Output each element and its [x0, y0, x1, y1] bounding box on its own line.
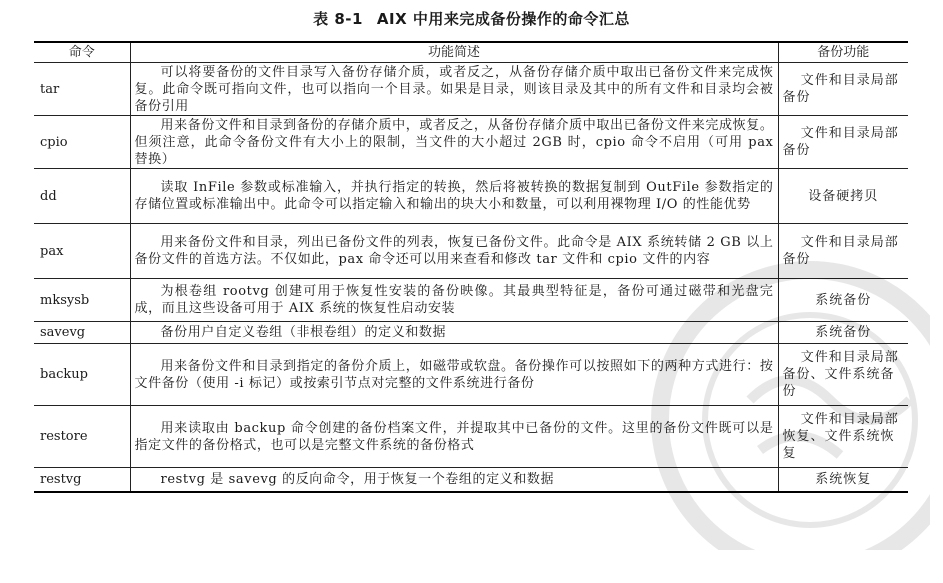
description-cell: 备份用户自定义卷组（非根卷组）的定义和数据	[130, 322, 778, 344]
header-description: 功能简述	[130, 42, 778, 63]
table-row	[34, 116, 908, 169]
table-caption	[0, 8, 943, 29]
function-cell: 系统备份	[778, 322, 908, 344]
command-cell: mksysb	[34, 279, 130, 322]
command-cell: backup	[34, 344, 130, 406]
command-cell: cpio	[34, 116, 130, 169]
function-cell: 文件和目录局部备份	[778, 63, 908, 116]
function-cell: 文件和目录局部备份	[778, 224, 908, 279]
command-cell: tar	[34, 63, 130, 116]
description-cell: 用来备份文件和目录到备份的存储介质中，或者反之，从备份存储介质中取出已备份文件来完成恢复。但须注意，此命令备份文件有大小上的限制，当文件的大小超过 2GB 时，cpio 命令不启用（可用 pax 替换）	[130, 116, 778, 169]
table-number: 表 8-1	[313, 10, 363, 28]
description-cell: 读取 InFile 参数或标准输入，并执行指定的转换，然后将被转换的数据复制到 OutFile 参数指定的存储位置或标准输出中。此命令可以指定输入和输出的块大小和数量，可以利用裸物理 I/O 的性能优势	[130, 169, 778, 224]
command-cell: pax	[34, 224, 130, 279]
header-command: 命令	[34, 42, 130, 63]
table-row	[34, 322, 908, 344]
command-cell: restore	[34, 406, 130, 468]
description-cell: 用来读取由 backup 命令创建的备份档案文件，并提取其中已备份的文件。这里的备份文件既可以是指定文件的备份格式，也可以是完整文件系统的备份格式	[130, 406, 778, 468]
header-backup-function: 备份功能	[778, 42, 908, 63]
description-cell: 用来备份文件和目录，列出已备份文件的列表，恢复已备份文件。此命令是 AIX 系统转储 2 GB 以上备份文件的首选方法。不仅如此，pax 命令还可以用来查看和修改 tar 文件和 cpio 文件的内容	[130, 224, 778, 279]
table-row	[34, 279, 908, 322]
command-cell: savevg	[34, 322, 130, 344]
command-summary-table	[34, 41, 908, 493]
description-cell: 可以将要备份的文件目录写入备份存储介质，或者反之，从备份存储介质中取出已备份文件来完成恢复。此命令既可指向文件，也可以指向一个目录。如果是目录，则该目录及其中的所有文件和目录均会被备份引用	[130, 63, 778, 116]
function-cell: 文件和目录局部恢复、文件系统恢复	[778, 406, 908, 468]
table-row	[34, 344, 908, 406]
table-row	[34, 63, 908, 116]
table-title: AIX 中用来完成备份操作的命令汇总	[376, 10, 630, 28]
function-cell: 文件和目录局部备份	[778, 116, 908, 169]
table-row	[34, 224, 908, 279]
function-cell: 设备硬拷贝	[778, 169, 908, 224]
table-row	[34, 468, 908, 492]
table-header-row	[34, 42, 908, 63]
command-cell: dd	[34, 169, 130, 224]
function-cell: 系统恢复	[778, 468, 908, 492]
table-row	[34, 169, 908, 224]
table-row	[34, 406, 908, 468]
function-cell: 文件和目录局部备份、文件系统备份	[778, 344, 908, 406]
command-cell: restvg	[34, 468, 130, 492]
description-cell: 用来备份文件和目录到指定的备份介质上，如磁带或软盘。备份操作可以按照如下的两种方式进行：按文件备份（使用 -i 标记）或按索引节点对完整的文件系统进行备份	[130, 344, 778, 406]
description-cell: 为根卷组 rootvg 创建可用于恢复性安装的备份映像。其最典型特征是，备份可通过磁带和光盘完成，而且这些设备可用于 AIX 系统的恢复性启动安装	[130, 279, 778, 322]
function-cell: 系统备份	[778, 279, 908, 322]
description-cell: restvg 是 savevg 的反向命令，用于恢复一个卷组的定义和数据	[130, 468, 778, 492]
